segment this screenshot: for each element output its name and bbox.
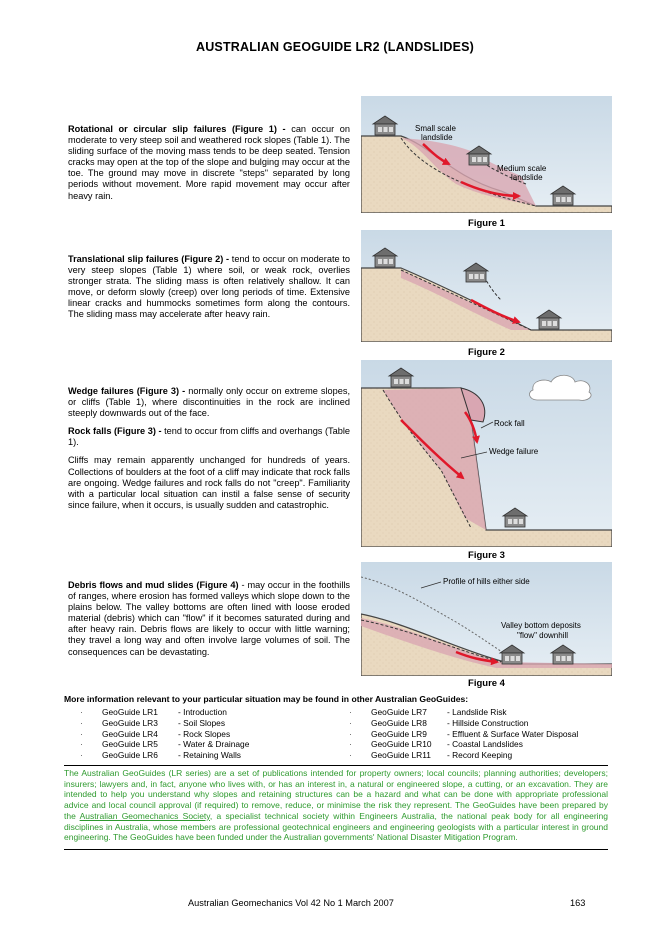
- section-heading: Debris flows and mud slides (Figure 4): [68, 580, 239, 590]
- bullet: ·: [349, 717, 352, 728]
- section-rotational: [68, 124, 350, 209]
- guide-code: GeoGuide LR8: [371, 717, 427, 728]
- guide-item: [349, 718, 578, 729]
- figure-4-caption: Figure 4: [468, 678, 505, 689]
- fig4-label-valley: Valley bottom deposits: [501, 621, 581, 630]
- section-heading: Rock falls (Figure 3) -: [68, 426, 162, 437]
- section-paragraph: [68, 254, 350, 321]
- guide-desc: - Hillside Construction: [447, 717, 529, 728]
- guide-desc: - Record Keeping: [447, 750, 513, 761]
- fig1-label-medium-2: landslide: [511, 173, 543, 182]
- guide-code: GeoGuide LR6: [102, 750, 158, 761]
- figure-3: [361, 360, 612, 547]
- section-body: normally only occur on extreme slopes, or cliffs (Table 1), where discontinuities in the rock are inclined steeply downwards out of the face.: [68, 386, 350, 419]
- figure-2-caption: Figure 2: [468, 347, 505, 358]
- figure-2-illustration: [361, 230, 612, 342]
- section-wedge-rockfall: [68, 386, 350, 518]
- note-text-1: The Australian GeoGuides (LR series) are a set of publications intended for property owners; local councils; planning authorities; developers; insurers; lawyers and, in fact, anyone who lives with, or has an interest in, a natural or engineered slope, a cutting, or an excavation. They are intended to help you understand why slopes and retaining structures can be a hazard and what can be done with appropriate professional advice and local council approval (if required) to remove, reduce, or minimise the risk they represent. The GeoGuides have been prepared by the: [64, 768, 608, 821]
- fig1-label-small-2: landslide: [421, 133, 453, 142]
- bullet: ·: [80, 717, 83, 728]
- guides-list-right: [349, 707, 578, 761]
- geoguides-note: [64, 768, 608, 843]
- section-paragraph: [68, 386, 350, 419]
- guide-item: [349, 750, 578, 761]
- guide-item: [349, 707, 578, 718]
- guides-list-left: [80, 707, 249, 761]
- note-text-2: , a specialist technical society within Engineers Australia, the national peak body for all engineering disciplines in Australia, whose members are professional geotechnical engineers and engineering geologists with a particular interest in ground engineering. The GeoGuides have been funded under the Australian governments' National Disaster Mitigation Program.: [64, 810, 608, 843]
- page-title: AUSTRALIAN GEOGUIDE LR2 (LANDSLIDES): [195, 40, 475, 54]
- figure-3-illustration: [361, 360, 612, 547]
- footer-page-number: 163: [570, 898, 586, 908]
- guide-code: GeoGuide LR5: [102, 739, 158, 750]
- bullet: ·: [349, 750, 352, 761]
- divider-bottom: [64, 849, 608, 850]
- figure-4: [361, 562, 612, 676]
- guide-item: [80, 729, 249, 740]
- guide-desc: - Water & Drainage: [178, 739, 250, 750]
- bullet: ·: [349, 739, 352, 750]
- figure-1: [361, 96, 612, 213]
- figure-4-illustration: [361, 562, 612, 676]
- guide-item: [349, 729, 578, 740]
- guide-desc: - Landslide Risk: [447, 707, 507, 717]
- guide-desc: - Retaining Walls: [178, 750, 241, 761]
- guide-desc: - Coastal Landslides: [447, 739, 523, 750]
- fig1-label-small: Small scale: [415, 124, 456, 133]
- bullet: ·: [80, 739, 83, 750]
- bullet: ·: [80, 750, 83, 761]
- guide-code: GeoGuide LR3: [102, 717, 158, 728]
- more-info-heading: More information relevant to your particular situation may be found in other Australian GeoGuides:: [64, 694, 469, 704]
- guide-desc: - Soil Slopes: [178, 717, 226, 728]
- bullet: ·: [80, 707, 83, 717]
- guide-item: [349, 739, 578, 750]
- bullet: ·: [80, 728, 83, 739]
- guide-item: [80, 739, 249, 750]
- guide-desc: - Rock Slopes: [178, 728, 231, 739]
- guide-code: GeoGuide LR1: [102, 707, 158, 717]
- figure-2: [361, 230, 612, 342]
- fig4-label-valley-2: "flow" downhill: [517, 631, 569, 640]
- guide-desc: - Effluent & Surface Water Disposal: [447, 728, 579, 739]
- section-heading: Wedge failures (Figure 3) -: [68, 386, 186, 396]
- guide-code: GeoGuide LR9: [371, 728, 427, 739]
- ags-link[interactable]: Australian Geomechanics Society: [79, 810, 210, 821]
- figure-1-caption: Figure 1: [468, 218, 505, 229]
- section-heading: Translational slip failures (Figure 2) -: [68, 254, 230, 264]
- bullet: ·: [349, 728, 352, 739]
- figure-1-illustration: [361, 96, 612, 213]
- section-body: can occur on moderate to very steep soil and weathered rock slopes (Table 1). The sliding surface of the moving mass tends to be deep seated. Tension cracks may open at the top of the slope and bulging may occur at the toe. The ground may move in discrete "steps" separated by long periods without movement. More rapid movement may occur after heavy rain.: [68, 124, 350, 201]
- section-body: - may occur in the foothills of ranges, where erosion has formed valleys which slope down to the plains below. The valley bottoms are often lined with loose eroded material (debris) which can "flow" if it becomes saturated during and after heavy rain. Debris flows are likely to occur with little warning; they travel a long way and often involve large volumes of soil. The consequences can be devastating.: [68, 580, 350, 657]
- fig3-label-rockfall: Rock fall: [494, 419, 525, 428]
- guide-item: [80, 750, 249, 761]
- guide-code: GeoGuide LR11: [371, 750, 431, 761]
- guide-code: GeoGuide LR10: [371, 739, 432, 750]
- guide-code: GeoGuide LR7: [371, 707, 427, 717]
- section-paragraph: [68, 580, 350, 658]
- fig4-label-profile: Profile of hills either side: [443, 577, 530, 586]
- section-body: tend to occur on moderate to very steep slopes (Table 1) where soil, or weak rock, overlies stronger strata. The sliding mass is often relatively shallow. It can move, or deform slowly (creep) over long periods of time. Extensive linear cracks and hummocks sometimes form along the contours. The sliding mass may accelerate after heavy rain.: [68, 254, 350, 320]
- guide-item: [80, 718, 249, 729]
- divider-top: [64, 765, 608, 766]
- section-paragraph: [68, 426, 350, 448]
- section-body: Cliffs may remain apparently unchanged for hundreds of years. Collections of boulders at the foot of a cliff may indicate that rock falls are ongoing. Wedge failures and rock falls do not "creep". Familiarity with a particular local situation can instil a false sense of security since failure, when it occurs, is usually sudden and catastrophic.: [68, 455, 350, 510]
- section-heading: Rotational or circular slip failures (Figure 1) -: [68, 124, 286, 134]
- bullet: ·: [349, 707, 352, 717]
- guide-code: GeoGuide LR4: [102, 728, 158, 739]
- guide-desc: - Introduction: [178, 707, 227, 717]
- fig1-label-medium: Medium scale: [497, 164, 547, 173]
- fig3-label-wedge: Wedge failure: [489, 447, 539, 456]
- section-body: tend to occur from cliffs and overhangs (Table 1).: [68, 426, 350, 448]
- section-debris: [68, 580, 350, 665]
- guide-item: [80, 707, 249, 718]
- section-paragraph: [68, 124, 350, 202]
- footer-journal: Australian Geomechanics Vol 42 No 1 March 2007: [188, 898, 394, 908]
- figure-3-caption: Figure 3: [468, 550, 505, 561]
- section-translational: [68, 254, 350, 328]
- section-paragraph: [68, 455, 350, 510]
